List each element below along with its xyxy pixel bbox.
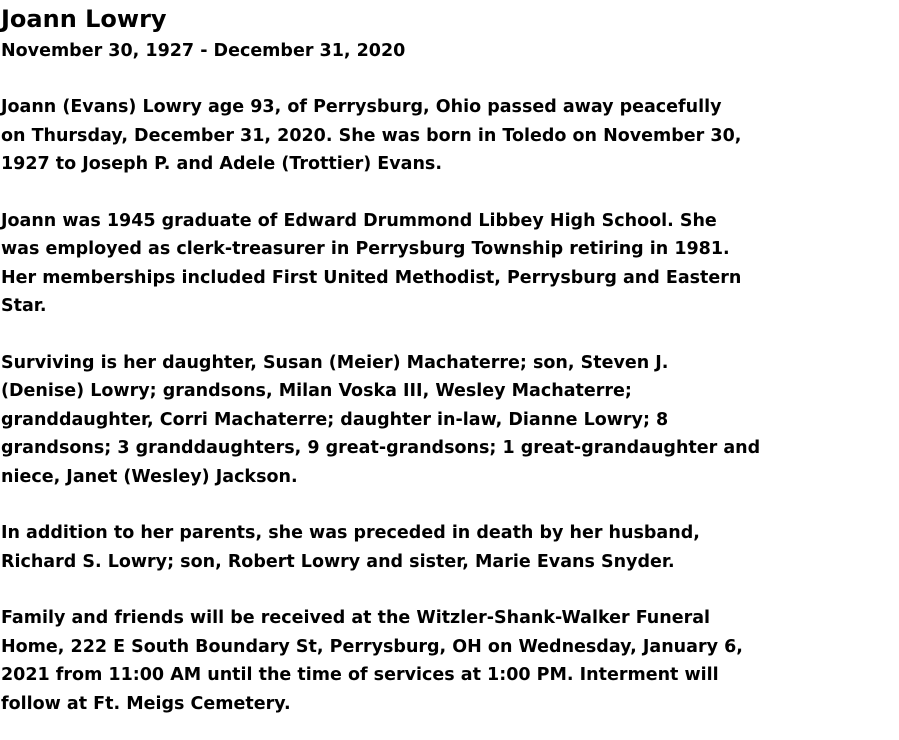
obituary-paragraph-career bbox=[1, 207, 896, 321]
paragraph-line: Home, 222 E South Boundary St, Perrysburg, OH on Wednesday, January 6, bbox=[1, 636, 743, 657]
paragraph-line: Family and friends will be received at the Witzler-Shank-Walker Funeral bbox=[1, 608, 711, 628]
obituary-paragraph-survivors bbox=[1, 349, 896, 492]
obituary-paragraph-intro bbox=[1, 93, 896, 179]
paragraph-line: In addition to her parents, she was preceded in death by her husband, bbox=[1, 523, 700, 543]
paragraph-line: was employed as clerk-treasurer in Perrysburg Township retiring in 1981. bbox=[1, 239, 730, 259]
paragraph-line: Her memberships included First United Methodist, Perrysburg and Eastern bbox=[1, 267, 742, 288]
paragraph-line: granddaughter, Corri Machaterre; daughter in-law, Dianne Lowry; 8 bbox=[1, 409, 669, 430]
paragraph-line: 2021 from 11:00 AM until the time of services at 1:00 PM. Interment will bbox=[1, 665, 719, 685]
paragraph-line: (Denise) Lowry; grandsons, Milan Voska III, Wesley Machaterre; bbox=[1, 381, 632, 401]
paragraph-line: Star. bbox=[1, 296, 47, 316]
obituary-paragraph-preceded bbox=[1, 519, 896, 576]
obituary-title: Joann Lowry bbox=[1, 5, 167, 33]
paragraph-line: Joann was 1945 graduate of Edward Drummond Libbey High School. She bbox=[1, 210, 717, 231]
obituary-paragraph-services bbox=[1, 604, 896, 718]
paragraph-line: 1927 to Joseph P. and Adele (Trottier) Evans. bbox=[1, 154, 442, 174]
paragraph-line: Richard S. Lowry; son, Robert Lowry and sister, Marie Evans Snyder. bbox=[1, 551, 675, 572]
paragraph-line: on Thursday, December 31, 2020. She was born in Toledo on November 30, bbox=[1, 125, 742, 146]
paragraph-line: follow at Ft. Meigs Cemetery. bbox=[1, 693, 291, 714]
obituary-page bbox=[1, 0, 896, 718]
paragraph-line: grandsons; 3 granddaughters, 9 great-grandsons; 1 great-grandaughter and bbox=[1, 438, 761, 458]
paragraph-line: Surviving is her daughter, Susan (Meier) Machaterre; son, Steven J. bbox=[1, 352, 669, 373]
paragraph-line: Joann (Evans) Lowry age 93, of Perrysburg, Ohio passed away peacefully bbox=[1, 97, 722, 117]
life-dates: November 30, 1927 - December 31, 2020 bbox=[1, 41, 406, 61]
paragraph-line: niece, Janet (Wesley) Jackson. bbox=[1, 466, 298, 487]
